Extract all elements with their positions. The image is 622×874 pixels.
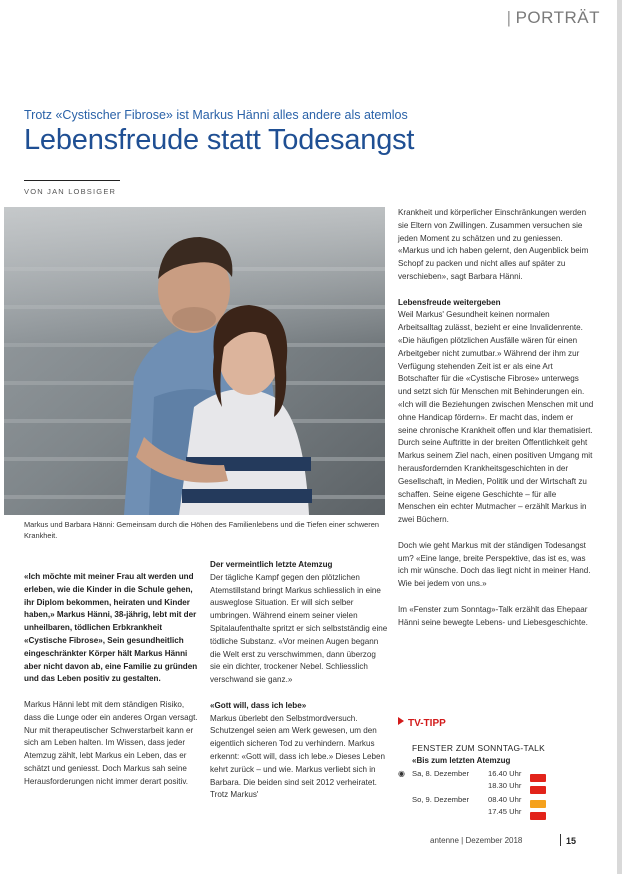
subheading: «Gott will, dass ich lebe» [210, 700, 307, 710]
body-paragraph: Weil Markus' Gesundheit keinen normalen Arbeitsalltag zulässt, bezieht er eine Invalidenrente. «Die häufigen plötzlichen Ausfälle wären für einen Arbeitgeber nicht zumutbar.» Während der ihm zur Verfügung stehenden Zeit ist er als eine Art Botschafter für die «Cystische Fibrose» unterwegs und setzt sich für Menschen mit Behinderungen ein. «Ich will die Beziehungen zwischen Menschen mit und ohne Handicap fördern». Er macht das, indem er seine chronische Krankheit offen und klar thematisiert. Durch seine Auftritte in der breiten Öffentlichkeit geht Markus seinem Ziel nach, einen positiven Umgang mit herausfordernden Krankheitsgeschichten in der Gesellschaft, in Medien, Politik und der Wirtschaft zu schaffen. Seine eigene Geschichte – für alle Menschen ein echter Mutmacher – erzählt Markus in zwei Büchern. [398, 310, 594, 525]
record-icon: ◉ [398, 769, 405, 778]
photo-caption: Markus und Barbara Hänni: Gemeinsam durch die Höhen des Familienlebens und die Tiefen einer schweren Krankheit. [24, 520, 379, 540]
article-column-2 [210, 559, 388, 802]
tv-time: 08.40 Uhr [488, 795, 522, 804]
body-paragraph: Krankheit und körperlicher Einschränkungen werden sie Eltern von Zwillingen. Zusammen versuchen sie jeden Moment zu schätzen und zu geniessen. «Markus und ich haben gelernt, den Augenblick beim Schopf zu packen und nicht alles auf später zu verschieben», sagt Barbara Hänni. [398, 208, 589, 281]
article-column-1 [24, 571, 202, 789]
tv-time: 18.30 Uhr [488, 781, 522, 790]
tv-day: Sa, 8. Dezember [412, 769, 469, 778]
subheading: Der vermeintlich letzte Atemzug [210, 560, 333, 569]
tv-tip-title: TV-TIPP [398, 717, 446, 729]
body-paragraph: Markus Hänni lebt mit dem ständigen Risiko, dass die Lunge oder ein anderes Organ versagt. Nur mit therapeutischer Schwerstarbeit kann er sich am Leben halten. Im Wissen, dass jeder Atemzug zählt, lebt Markus ein Leben, das er schätzt und geniesst. Doch Markus sah seine Herausforderungen nicht immer derart positiv. [24, 699, 198, 786]
subheading: Lebensfreude weitergeben [398, 297, 501, 307]
body-paragraph: Markus überlebt den Selbstmordversuch. Schutzengel seien am Werk gewesen, um den eigentlich sicheren Tod zu verhindern. Markus erkennt: «Gott will, dass ich lebe.» Dieses Leben kehrt zurück – und wie. Markus verliebt sich in Barbara. Die beiden sind seit 2012 verheiratet. Trotz Markus' [210, 713, 386, 800]
page-edge [617, 0, 622, 874]
couple-photo [4, 207, 385, 515]
body-paragraph: Im «Fenster zum Sonntag»-Talk erzählt das Ehepaar Hänni seine bewegte Lebens- und Liebesgeschichte. [398, 604, 588, 627]
channel-badge [530, 807, 546, 825]
tv-time: 17.45 Uhr [488, 807, 522, 816]
headline: Lebensfreude statt Todesangst [24, 124, 415, 156]
body-paragraph: Doch wie geht Markus mit der ständigen Todesangst um? «Eine lange, breite Perspektive, das ist es, was ich mir wünsche. Doch das liegt nicht in meiner Hand. Wie bei jedem von uns.» [398, 540, 591, 589]
byline: VON JAN LOBSIGER [24, 187, 117, 196]
page-number: 15 [566, 836, 577, 846]
tv-schedule-row [398, 769, 406, 778]
section-tag: | PORTRÄT [506, 8, 600, 27]
tv-time: 16.40 Uhr [488, 769, 522, 778]
article-column-3 [398, 207, 594, 629]
lead-paragraph: «Ich möchte mit meiner Frau alt werden und erleben, wie die Kinder in die Schule gehen, ihr Diplom bekommen, heiraten und Kinder haben,» Markus Hänni, 38-jährig, lebt mit der unheilbaren, tödlichen Erbkrankheit «Cystische Fibrose», Sein gesundheitlich eingeschränkter Körper hält Markus Hänni aber nicht davon ab, eine Familie zu gründen und das Leben positiv zu gestalten. [24, 572, 198, 684]
kicker: Trotz «Cystischer Fibrose» ist Markus Hänni alles andere als atemlos [24, 108, 408, 122]
tv-day: So, 9. Dezember [412, 795, 469, 804]
body-paragraph: Der tägliche Kampf gegen den plötzlichen Atemstillstand bringt Markus schliesslich in eine ausweglose Situation. Er will sich selber umbringen. Während einem seiner vielen Spitalaufenthalte spritzt er sich selbstständig eine tödliche Substanz. «Vor meinen Augen begann die Welt erst zu verschwimmen, dann überzog sie ein dichter, trockener Nebel. Schliesslich verschwand sie ganz.» [210, 572, 388, 685]
play-icon [398, 717, 404, 725]
tv-show-name: FENSTER ZUM SONNTAG-TALK [412, 743, 545, 753]
footer-issue: antenne | Dezember 2018 [430, 836, 523, 845]
tv-episode: «Bis zum letzten Atemzug [412, 756, 511, 765]
footer-rule [560, 834, 561, 846]
byline-rule [24, 180, 120, 181]
